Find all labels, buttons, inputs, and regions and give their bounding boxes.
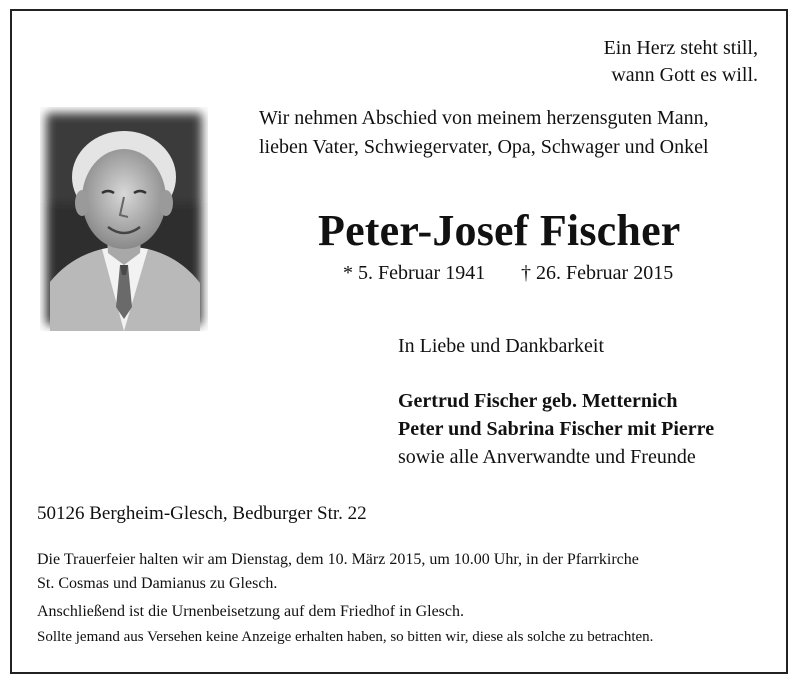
birth-date: * 5. Februar 1941 <box>343 262 486 284</box>
intro-line-2: lieben Vater, Schwiegervater, Opa, Schwager und Onkel <box>259 136 709 158</box>
deceased-name: Peter-Josef Fischer <box>318 206 681 255</box>
intro-line-1: Wir nehmen Abschied von meinem herzensguten Mann, <box>259 107 709 129</box>
ceremony-line-1: Die Trauerfeier halten wir am Dienstag, dem 10. März 2015, um 10.00 Uhr, in der Pfarrkirche <box>37 551 639 568</box>
mourner-3: sowie alle Anverwandte und Freunde <box>398 446 696 468</box>
ceremony-line-2: St. Cosmas und Damianus zu Glesch. <box>37 575 278 592</box>
burial-line: Anschließend ist die Urnenbeisetzung auf dem Friedhof in Glesch. <box>37 603 464 620</box>
motto-line-1: Ein Herz steht still, <box>603 37 758 59</box>
address: 50126 Bergheim-Glesch, Bedburger Str. 22 <box>37 503 367 524</box>
notice-line: Sollte jemand aus Versehen keine Anzeige erhalten haben, so bitten wir, diese als solche zu betrachten. <box>37 629 654 645</box>
mourner-1: Gertrud Fischer geb. Metternich <box>398 390 678 412</box>
thanks-line: In Liebe und Dankbarkeit <box>398 335 605 357</box>
death-date: † 26. Februar 2015 <box>521 262 674 284</box>
motto-line-2: wann Gott es will. <box>611 64 758 86</box>
portrait-photo <box>40 107 208 331</box>
mourner-2: Peter und Sabrina Fischer mit Pierre <box>398 418 715 440</box>
